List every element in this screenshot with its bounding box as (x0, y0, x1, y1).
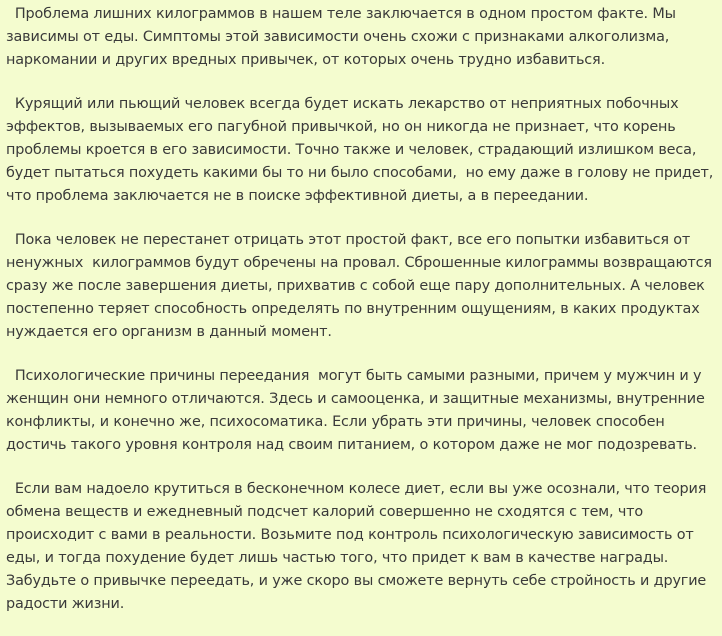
text-line: зависимы от еды. Симптомы этой зависимости очень схожи с признаками алкоголизма, (6, 29, 670, 45)
text-line: ненужных килограммов будут обречены на провал. Сброшенные килограммы возвращаются (6, 255, 712, 271)
text-line: обмена веществ и ежедневный подсчет калорий совершенно не сходятся с тем, что (6, 504, 644, 520)
paragraph-1 (6, 3, 714, 72)
paragraph-5 (6, 478, 714, 616)
text-line: постепенно теряет способность определять по внутренним ощущениям, в каких продуктах (6, 301, 700, 317)
text-line: нуждается его организм в данный момент. (6, 324, 332, 340)
text-line: конфликты, и конечно же, психосоматика. Если убрать эти причины, человек способен (6, 414, 665, 430)
text-line: эффектов, вызываемых его пагубной привычкой, но он никогда не признает, что корень (6, 119, 676, 135)
text-line: Курящий или пьющий человек всегда будет искать лекарство от неприятных побочных (6, 96, 679, 112)
text-line: наркомании и других вредных привычек, от которых очень трудно избавиться. (6, 52, 605, 68)
text-line: Проблема лишних килограммов в нашем теле заключается в одном простом факте. Мы (6, 6, 676, 22)
text-line: еды, и тогда похудение будет лишь частью того, что придет к вам в качестве награды. (6, 550, 669, 566)
text-line: будет пытаться похудеть какими бы то ни было способами, но ему даже в голову не придет, (6, 165, 714, 181)
paragraph-4 (6, 365, 714, 457)
text-line: что проблема заключается не в поиске эффективной диеты, а в переедании. (6, 188, 589, 204)
text-line: проблемы кроется в его зависимости. Точно также и человек, страдающий излишком веса, (6, 142, 697, 158)
text-line: Если вам надоело крутиться в бесконечном колесе диет, если вы уже осознали, что теория (6, 481, 707, 497)
paragraph-2 (6, 93, 714, 208)
text-line: женщин они немного отличаются. Здесь и самооценка, и защитные механизмы, внутренние (6, 391, 705, 407)
text-line: Пока человек не перестанет отрицать этот простой факт, все его попытки избавиться от (6, 232, 691, 248)
text-line: происходит с вами в реальности. Возьмите под контроль психологическую зависимость от (6, 527, 694, 543)
text-line: достичь такого уровня контроля над своим питанием, о котором даже не мог подозревать. (6, 437, 697, 453)
text-line: радости жизни. (6, 596, 125, 612)
text-line: Психологические причины переедания могут быть самыми разными, причем у мужчин и у (6, 368, 702, 384)
text-line: Забудьте о привычке переедать, и уже скоро вы сможете вернуть себе стройность и другие (6, 573, 707, 589)
paragraph-3 (6, 229, 714, 344)
text-line: сразу же после завершения диеты, прихватив с собой еще пару дополнительных. А человек (6, 278, 705, 294)
